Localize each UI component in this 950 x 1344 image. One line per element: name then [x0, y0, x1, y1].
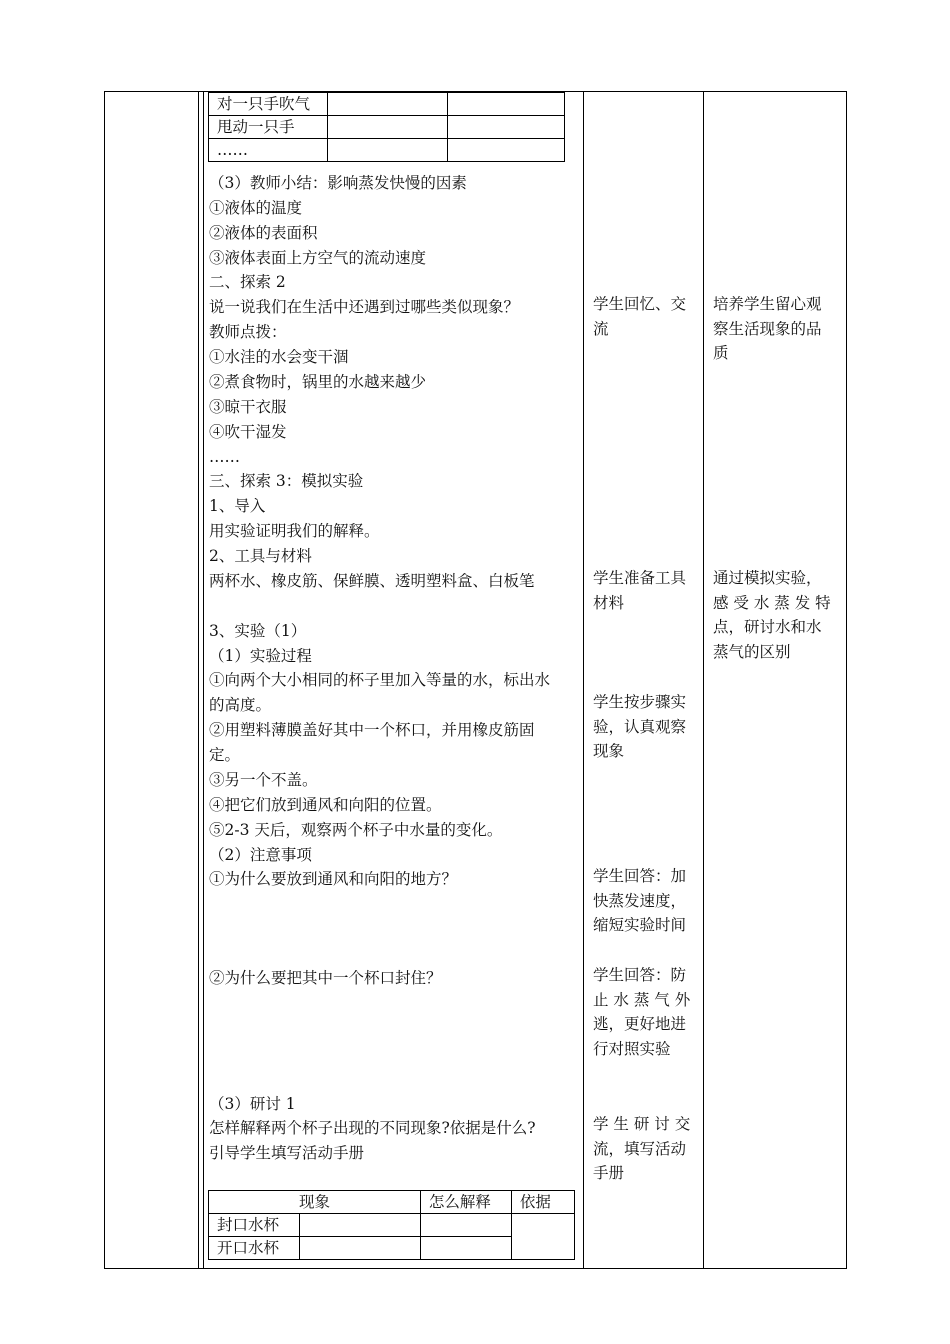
table-cell — [448, 116, 565, 139]
intent-note: 培养学生留心观 察生活现象的品 质 — [713, 295, 822, 362]
list-item: 的高度。 — [209, 696, 272, 714]
table-row — [209, 1191, 575, 1214]
ellipsis: …… — [209, 448, 240, 466]
paragraph: 2、工具与材料 — [209, 547, 312, 565]
intent-note: 通过模拟实验， 感 受 水 蒸 发 特 点，研讨水和水 蒸气的区别 — [713, 569, 831, 661]
list-item: ①水洼的水会变干涸 — [209, 348, 349, 366]
table-cell — [420, 1237, 511, 1260]
table-cell — [511, 1214, 574, 1260]
list-item: ②用塑料薄膜盖好其中一个杯口，并用橡皮筋固 — [209, 721, 535, 739]
student-note: 学生回答：加 快蒸发速度， 缩短实验时间 — [593, 867, 687, 934]
table-header: 依据 — [511, 1191, 574, 1214]
teacher-summary-heading: （3）教师小结：影响蒸发快慢的因素 — [209, 174, 467, 192]
list-item: ①向两个大小相同的杯子里加入等量的水，标出水 — [209, 671, 551, 689]
table-row — [209, 116, 565, 139]
table-cell — [448, 93, 565, 116]
paragraph: 说一说我们在生活中还遇到过哪些类似现象？ — [209, 298, 520, 316]
col-border-6 — [846, 91, 847, 1269]
list-item: ①液体的温度 — [209, 199, 303, 217]
table-header: 现象 — [209, 1191, 421, 1214]
list-item: ④把它们放到通风和向阳的位置。 — [209, 796, 442, 814]
table-cell: 封口水杯 — [209, 1214, 300, 1237]
paragraph: 教师点拨： — [209, 323, 287, 341]
table-cell — [300, 1214, 421, 1237]
table-cell: 对一只手吹气 — [209, 93, 328, 116]
list-item: ③另一个不盖。 — [209, 771, 318, 789]
outer-bottom-border — [104, 1268, 847, 1269]
bottom-explanation-table — [208, 1190, 575, 1260]
question: ②为什么要把其中一个杯口封住？ — [209, 969, 442, 987]
table-cell — [328, 139, 448, 162]
table-cell: 开口水杯 — [209, 1237, 300, 1260]
table-cell — [300, 1237, 421, 1260]
student-note: 学 生 研 讨 交 流，填写活动 手册 — [593, 1115, 691, 1182]
table-cell — [420, 1214, 511, 1237]
col-border-3 — [203, 91, 204, 1269]
table-row — [209, 1214, 575, 1237]
col-border-1 — [104, 91, 105, 1269]
list-item: ②煮食物时，锅里的水越来越少 — [209, 373, 427, 391]
student-note: 学生回忆、交 流 — [593, 295, 687, 338]
paragraph: （3）研讨 1 — [209, 1095, 296, 1113]
student-note: 学生按步骤实 验，认真观察 现象 — [593, 693, 687, 760]
paragraph: （1）实验过程 — [209, 647, 312, 665]
top-observation-table — [208, 92, 565, 162]
table-cell — [328, 93, 448, 116]
col-border-5 — [703, 91, 704, 1269]
student-note: 学生准备工具 材料 — [593, 569, 687, 612]
list-item: ②液体的表面积 — [209, 224, 318, 242]
list-item: ④吹干湿发 — [209, 423, 287, 441]
col-border-2 — [198, 91, 199, 1269]
paragraph: 两杯水、橡皮筋、保鲜膜、透明塑料盒、白板笔 — [209, 572, 535, 590]
table-row — [209, 93, 565, 116]
question: ①为什么要放到通风和向阳的地方？ — [209, 870, 458, 888]
table-cell: …… — [209, 139, 328, 162]
paragraph: （2）注意事项 — [209, 846, 312, 864]
paragraph: 3、实验（1） — [209, 622, 307, 640]
student-note: 学生回答：防 止 水 蒸 气 外 逃，更好地进 行对照实验 — [593, 966, 691, 1058]
list-item: ⑤2-3 天后，观察两个杯子中水量的变化。 — [209, 821, 503, 839]
table-cell — [328, 116, 448, 139]
list-item: 定。 — [209, 746, 241, 764]
paragraph: 用实验证明我们的解释。 — [209, 522, 380, 540]
paragraph: 1、导入 — [209, 497, 266, 515]
paragraph: 引导学生填写活动手册 — [209, 1144, 365, 1162]
section-heading: 三、探索 3：模拟实验 — [209, 472, 364, 490]
table-cell: 甩动一只手 — [209, 116, 328, 139]
table-header: 怎么解释 — [420, 1191, 511, 1214]
col-border-4 — [583, 91, 584, 1269]
section-heading: 二、探索 2 — [209, 273, 286, 291]
table-cell — [448, 139, 565, 162]
list-item: ③液体表面上方空气的流动速度 — [209, 249, 427, 267]
question: 怎样解释两个杯子出现的不同现象?依据是什么? — [209, 1119, 536, 1137]
table-row — [209, 139, 565, 162]
list-item: ③晾干衣服 — [209, 398, 287, 416]
